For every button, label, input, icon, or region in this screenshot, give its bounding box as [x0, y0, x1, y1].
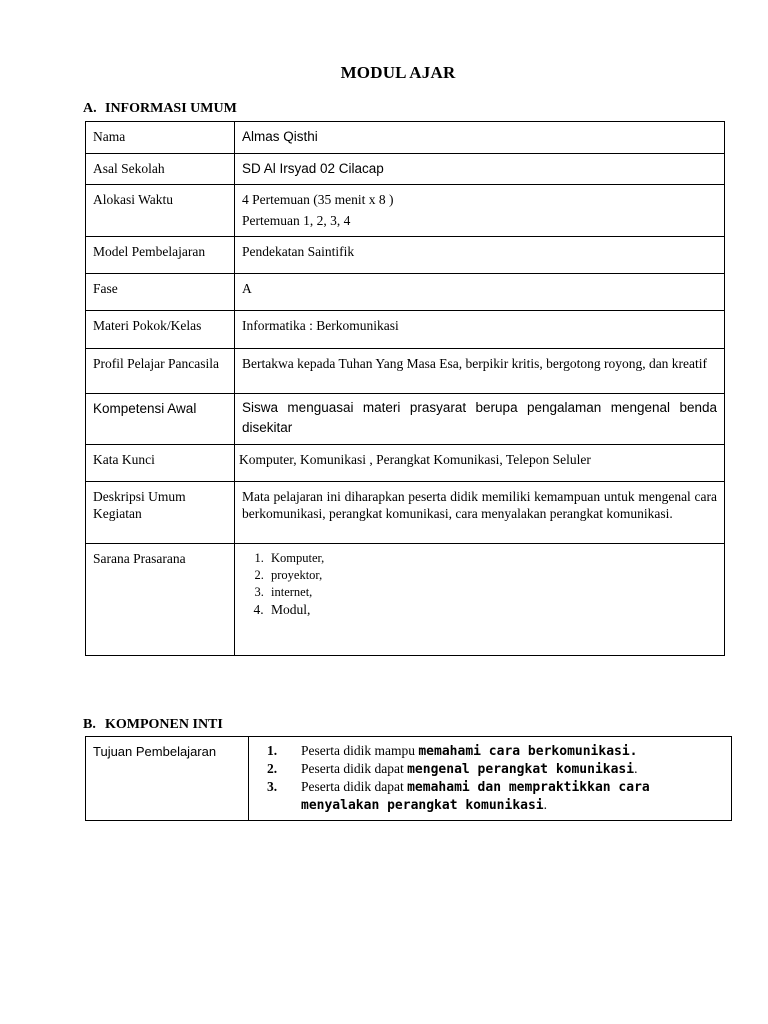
table-row [86, 122, 725, 154]
general-info-table [85, 121, 725, 656]
table-row [86, 394, 725, 445]
section-a-number: A. [83, 101, 97, 116]
row-value [235, 185, 725, 237]
list-item: 4. Modul, [267, 601, 717, 618]
row-value [235, 544, 725, 656]
row-value [249, 737, 732, 821]
row-value: Komputer, Komunikasi , Perangkat Komunikasi, Telepon Seluler [235, 445, 725, 482]
goal-text: Peserta didik mampu memahami cara berkomunikasi. [301, 743, 638, 759]
table-row [86, 349, 725, 394]
list-item [267, 742, 723, 760]
table-row [86, 311, 725, 349]
row-label: Alokasi Waktu [86, 185, 235, 237]
section-b-title: KOMPONEN INTI [105, 717, 223, 732]
row-label: Deskripsi Umum Kegiatan [86, 482, 235, 544]
section-b-heading [83, 717, 223, 733]
row-value: Informatika : Berkomunikasi [235, 311, 725, 349]
row-label: Tujuan Pembelajaran [86, 737, 249, 821]
core-components-table [85, 736, 732, 821]
row-label: Profil Pelajar Pancasila [86, 349, 235, 394]
list-item [267, 760, 723, 778]
document-title: MODUL AJAR [340, 63, 456, 82]
row-label: Materi Pokok/Kelas [86, 311, 235, 349]
learning-goals-list [267, 742, 723, 814]
goal-text: Peserta didik dapat memahami dan mempraktikkan cara menyalakan perangkat komunikasi. [301, 779, 650, 813]
table-row [86, 445, 725, 482]
row-value: SD Al Irsyad 02 Cilacap [235, 154, 725, 185]
row-label: Model Pembelajaran [86, 237, 235, 274]
table-row [86, 274, 725, 311]
goal-number: 2. [267, 761, 278, 776]
row-value: Almas Qisthi [235, 122, 725, 154]
row-value: Pendekatan Saintifik [235, 237, 725, 274]
list-item: 1. Komputer, [267, 550, 717, 567]
allocation-line-2: Pertemuan 1, 2, 3, 4 [242, 213, 351, 228]
row-label: Kata Kunci [86, 445, 235, 482]
goal-number: 3. [267, 779, 278, 794]
allocation-line-1: 4 Pertemuan (35 menit x 8 ) [242, 192, 394, 207]
list-item: 3. internet, [267, 584, 717, 601]
row-value: Siswa menguasai materi prasyarat berupa pengalaman mengenal benda disekitar [235, 394, 725, 445]
list-item [267, 778, 723, 814]
row-value: Bertakwa kepada Tuhan Yang Masa Esa, berpikir kritis, bergotong royong, dan kreatif [235, 349, 725, 394]
section-b-number: B. [83, 717, 96, 732]
table-row [86, 237, 725, 274]
row-value: Mata pelajaran ini diharapkan peserta didik memiliki kemampuan untuk mengenal cara berkomunikasi, perangkat komunikasi, cara menyalakan perangkat komunikasi. [235, 482, 725, 544]
table-row [86, 154, 725, 185]
section-a-title: INFORMASI UMUM [105, 101, 237, 116]
goal-number: 1. [267, 743, 278, 758]
facilities-list [242, 550, 717, 618]
table-row [86, 185, 725, 237]
table-row [86, 737, 732, 821]
list-item: 2. proyektor, [267, 567, 717, 584]
row-label: Sarana Prasarana [86, 544, 235, 656]
row-label: Fase [86, 274, 235, 311]
row-value: A [235, 274, 725, 311]
row-label: Nama [86, 122, 235, 154]
section-a-heading [83, 101, 237, 117]
table-row [86, 482, 725, 544]
row-label: Kompetensi Awal [86, 394, 235, 445]
goal-text: Peserta didik dapat mengenal perangkat komunikasi. [301, 761, 638, 777]
table-row [86, 544, 725, 656]
row-label: Asal Sekolah [86, 154, 235, 185]
